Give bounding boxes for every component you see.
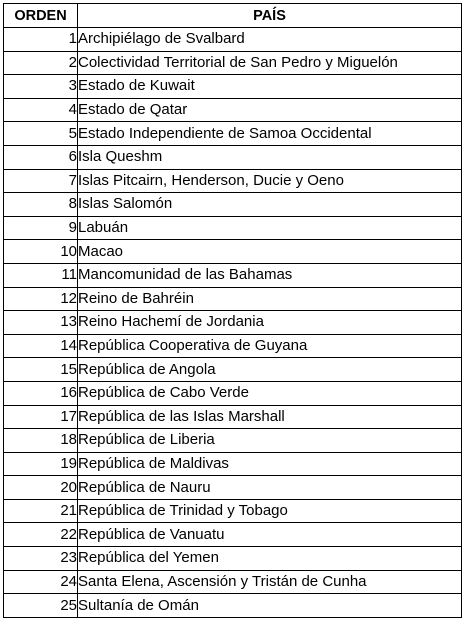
order-cell: 25 xyxy=(4,594,78,618)
table-row xyxy=(4,193,462,217)
table-row xyxy=(4,287,462,311)
country-cell: Estado Independiente de Samoa Occidental xyxy=(78,122,462,146)
order-cell: 21 xyxy=(4,499,78,523)
country-cell: República del Yemen xyxy=(78,547,462,571)
country-cell: República de las Islas Marshall xyxy=(78,405,462,429)
table-row xyxy=(4,499,462,523)
order-cell: 5 xyxy=(4,122,78,146)
country-cell: República de Angola xyxy=(78,358,462,382)
header-row xyxy=(4,4,462,28)
order-cell: 3 xyxy=(4,75,78,99)
countries-table xyxy=(3,3,462,618)
order-cell: 24 xyxy=(4,570,78,594)
country-cell: Santa Elena, Ascensión y Tristán de Cunha xyxy=(78,570,462,594)
table-row xyxy=(4,28,462,52)
country-cell: Sultanía de Omán xyxy=(78,594,462,618)
table-row xyxy=(4,263,462,287)
country-cell: Mancomunidad de las Bahamas xyxy=(78,263,462,287)
country-cell: Archipiélago de Svalbard xyxy=(78,28,462,52)
table-row xyxy=(4,240,462,264)
country-cell: Isla Queshm xyxy=(78,145,462,169)
table-row xyxy=(4,311,462,335)
table-row xyxy=(4,358,462,382)
order-cell: 10 xyxy=(4,240,78,264)
order-cell: 14 xyxy=(4,334,78,358)
country-cell: República de Trinidad y Tobago xyxy=(78,499,462,523)
table-row xyxy=(4,523,462,547)
column-header-order: ORDEN xyxy=(4,4,78,28)
country-cell: Islas Salomón xyxy=(78,193,462,217)
order-cell: 22 xyxy=(4,523,78,547)
table-row xyxy=(4,75,462,99)
table-row xyxy=(4,334,462,358)
country-cell: República de Vanuatu xyxy=(78,523,462,547)
country-cell: República de Nauru xyxy=(78,476,462,500)
country-cell: Estado de Kuwait xyxy=(78,75,462,99)
order-cell: 23 xyxy=(4,547,78,571)
country-cell: Macao xyxy=(78,240,462,264)
order-cell: 6 xyxy=(4,145,78,169)
order-cell: 4 xyxy=(4,98,78,122)
order-cell: 2 xyxy=(4,51,78,75)
order-cell: 17 xyxy=(4,405,78,429)
order-cell: 19 xyxy=(4,452,78,476)
table-row xyxy=(4,429,462,453)
table-row xyxy=(4,594,462,618)
table-row xyxy=(4,570,462,594)
order-cell: 9 xyxy=(4,216,78,240)
table-header xyxy=(4,4,462,28)
order-cell: 11 xyxy=(4,263,78,287)
country-cell: Islas Pitcairn, Henderson, Ducie y Oeno xyxy=(78,169,462,193)
order-cell: 7 xyxy=(4,169,78,193)
order-cell: 12 xyxy=(4,287,78,311)
country-cell: Estado de Qatar xyxy=(78,98,462,122)
table-row xyxy=(4,547,462,571)
table-row xyxy=(4,145,462,169)
table-row xyxy=(4,51,462,75)
order-cell: 18 xyxy=(4,429,78,453)
order-cell: 16 xyxy=(4,381,78,405)
country-cell: Reino de Bahréin xyxy=(78,287,462,311)
table-row xyxy=(4,216,462,240)
column-header-country: PAÍS xyxy=(78,4,462,28)
order-cell: 1 xyxy=(4,28,78,52)
table-row xyxy=(4,122,462,146)
country-cell: República de Liberia xyxy=(78,429,462,453)
country-cell: Colectividad Territorial de San Pedro y Miguelón xyxy=(78,51,462,75)
order-cell: 20 xyxy=(4,476,78,500)
country-cell: Labuán xyxy=(78,216,462,240)
country-cell: República de Cabo Verde xyxy=(78,381,462,405)
country-cell: República de Maldivas xyxy=(78,452,462,476)
table-row xyxy=(4,476,462,500)
table-body xyxy=(4,28,462,618)
order-cell: 13 xyxy=(4,311,78,335)
order-cell: 15 xyxy=(4,358,78,382)
order-cell: 8 xyxy=(4,193,78,217)
table-row xyxy=(4,452,462,476)
table-row xyxy=(4,405,462,429)
country-cell: República Cooperativa de Guyana xyxy=(78,334,462,358)
country-cell: Reino Hachemí de Jordania xyxy=(78,311,462,335)
table-row xyxy=(4,169,462,193)
table-row xyxy=(4,98,462,122)
table-row xyxy=(4,381,462,405)
